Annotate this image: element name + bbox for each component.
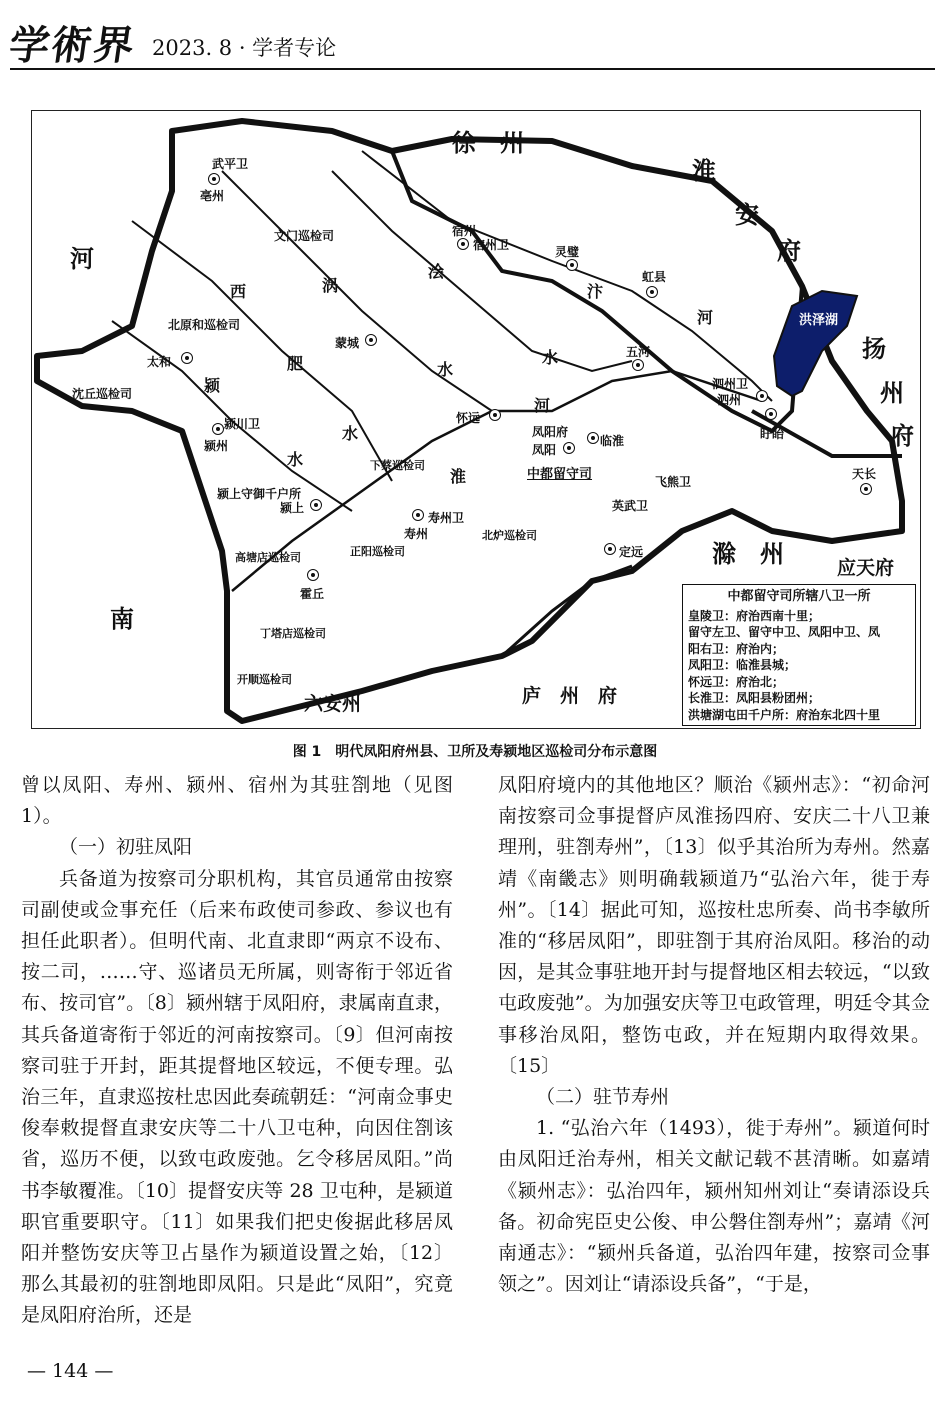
section-heading: （一）初驻凤阳 (59, 836, 193, 859)
place-fengyang: 凤阳 (532, 443, 557, 457)
place-hongxian: 虹县 (642, 270, 667, 284)
place-tianchang: 天长 (852, 467, 877, 481)
city-marker (632, 359, 644, 371)
place-lingbi: 灵璧 (555, 245, 580, 259)
place-huaiyuan: 怀远 (456, 411, 481, 425)
river-label-kuai-1: 浍 (428, 262, 445, 281)
river-label-xifei-2: 肥 (287, 354, 304, 373)
place-sizhouwei: 泗州卫 (712, 377, 749, 391)
place-shouzhouwei: 寿州卫 (428, 511, 465, 525)
journal-logo: 学術界 (6, 23, 139, 69)
river-label-huai-2: 河 (534, 396, 551, 415)
city-marker (208, 173, 220, 185)
place-yingwuwei: 英武卫 (612, 499, 649, 513)
river-kuai (332, 171, 632, 371)
section-heading: （二）驻节寿州 (536, 1086, 670, 1109)
place-mengcheng: 蒙城 (335, 336, 360, 350)
place-beiyuanhe: 北原和巡检司 (168, 318, 241, 332)
page-number: — 144 — (27, 1360, 114, 1382)
city-marker (563, 442, 575, 454)
legend-line: 阳右卫：府治内； (688, 641, 785, 656)
city-marker (646, 286, 658, 298)
legend-line: 怀远卫：府治北； (688, 674, 785, 689)
river-label-ying-1: 颍 (204, 376, 221, 395)
place-linhuai: 临淮 (600, 434, 625, 448)
region-yangzhou-1: 扬 (862, 335, 886, 363)
river-label-bian-1: 汴 (587, 282, 604, 301)
place-suzhou: 宿州 (452, 224, 477, 238)
place-xiacai: 下蔡巡检司 (370, 459, 425, 472)
place-bozhou: 亳州 (200, 189, 225, 203)
left-column (21, 770, 453, 1332)
place-yingshang: 颍上 (280, 501, 305, 515)
journal-header (6, 14, 935, 74)
place-wuhe: 五河 (626, 345, 651, 359)
city-marker (566, 259, 578, 271)
city-marker (765, 408, 777, 420)
region-huaian-3: 府 (777, 237, 801, 265)
legend-line: 留守左卫、留守中卫、凤阳中卫、凤 (688, 625, 881, 639)
header-rule (10, 68, 935, 70)
region-yingtian: 应天府 (837, 557, 895, 579)
place-suzhouwei: 宿州卫 (473, 238, 510, 252)
region-henan-1: 河 (70, 245, 94, 273)
region-chuzhou: 滁 州 (712, 540, 784, 568)
place-yingchuanwei: 颍川卫 (224, 417, 261, 431)
place-feixiongwei: 飞熊卫 (655, 475, 692, 489)
city-marker (181, 352, 193, 364)
legend-line: 皇陵卫：府治西南十里； (688, 608, 821, 623)
city-marker (412, 509, 424, 521)
place-wenmen: 文门巡检司 (274, 229, 335, 243)
place-yingshang-qianhu: 颍上守御千户所 (217, 487, 302, 501)
place-yingzhou: 颍州 (204, 439, 229, 453)
river-label-bian-2: 河 (697, 308, 714, 327)
paragraph: 曾以凤阳、寿州、颍州、宿州为其驻劄地（见图 1）。 (21, 774, 453, 828)
legend-line: 洪塘湖屯田千户所：府治东北四十里 (688, 707, 881, 722)
legend-title: 中都留守司所辖八卫一所 (727, 589, 871, 604)
right-column (498, 770, 930, 1300)
region-luzhou: 庐 州 府 (522, 685, 618, 707)
region-henan-2: 南 (110, 605, 134, 633)
city-marker (457, 238, 469, 250)
map-legend (682, 584, 916, 726)
region-luan: 六安州 (304, 693, 362, 715)
issue-label: 2023. 8 · 学者专论 (152, 36, 337, 60)
paragraph: 凤阳府境内的其他地区？顺治《颍州志》：“初命河南按察司佥事提督庐凤淮扬四府、安庆二十八卫兼理刑，驻劄寿州”，〔13〕似乎其治所为寿州。然嘉靖《南畿志》则明确载颍道乃“弘治六年，徙于寿州”。〔14〕据此可知，巡按杜忠所奏、尚书李敏所准的“移居凤阳”，即驻劄于其府治凤阳。移治的动因，是其佥事驻地开封与提督地区相去较远，“以致屯政废弛”。为加强安庆等卫屯政管理，明廷令其佥事移治凤阳，整饬屯政，并在短期内取得效果。〔15〕 (498, 774, 930, 1077)
place-dingtadian: 丁塔店巡检司 (260, 627, 326, 640)
river-label-xifei-1: 西 (230, 282, 247, 301)
place-taihe: 太和 (147, 355, 172, 369)
map-figure (31, 110, 921, 729)
river-label-ying-2: 水 (287, 450, 304, 469)
inner-boundary-2 (502, 566, 632, 656)
river-label-xifei-3: 水 (342, 424, 359, 443)
figure-caption: 图 1 明代凤阳府州县、卫所及寿颍地区巡检司分布示意图 (292, 744, 658, 760)
city-marker (756, 390, 768, 402)
city-marker (489, 409, 501, 421)
place-shenqiu: 沈丘巡检司 (72, 387, 133, 401)
region-huaian-1: 淮 (692, 157, 716, 185)
city-marker (587, 432, 599, 444)
place-dingyuan: 定远 (619, 545, 644, 559)
city-marker (307, 569, 319, 581)
legend-line: 长淮卫：凤阳县粉团州； (688, 691, 821, 705)
river-label-huai-1: 淮 (450, 467, 467, 486)
hongze-label: 洪泽湖 (799, 313, 839, 328)
region-yangzhou-2: 州 (880, 379, 904, 407)
place-zhongdu: 中都留守司 (527, 467, 593, 482)
city-marker (365, 334, 377, 346)
city-marker (604, 543, 616, 555)
place-kaishun: 开顺巡检司 (237, 673, 292, 686)
place-beilu: 北炉巡检司 (482, 529, 537, 542)
river-label-guo-2: 水 (437, 360, 454, 379)
legend-line: 凤阳卫：临淮县城； (688, 658, 797, 672)
place-shouzhou: 寿州 (404, 527, 429, 541)
city-marker (310, 499, 322, 511)
place-zhengyang: 正阳巡检司 (350, 545, 405, 558)
region-yangzhou-3: 府 (890, 422, 914, 450)
place-huoqiu: 霍丘 (300, 587, 325, 601)
region-huaian-2: 安 (735, 201, 759, 229)
region-xuzhou: 徐 州 (452, 129, 524, 157)
river-label-kuai-2: 水 (542, 348, 559, 367)
place-wupingwei: 武平卫 (212, 157, 249, 171)
place-gaotangdian: 高塘店巡检司 (235, 551, 301, 564)
place-sizhou: 泗州 (717, 393, 742, 407)
city-marker (860, 483, 872, 495)
place-xuyi: 盱眙 (760, 427, 785, 441)
paragraph: 1. “弘治六年（1493），徙于寿州”。颍道何时由凤阳迁治寿州，相关文献记载不甚清晰。如嘉靖《颍州志》：弘治四年，颍州知州刘让“奏请添设兵备。初命宪臣史公俊、申公磐住劄寿州”；嘉靖《河南通志》：“颍州兵备道，弘治四年建，按察司佥事领之”。因刘让“请添设兵备”，“于是， (498, 1117, 930, 1296)
place-fengyangfu: 凤阳府 (532, 425, 569, 439)
city-marker (212, 423, 224, 435)
river-label-guo-1: 涡 (322, 276, 339, 295)
paragraph: 兵备道为按察司分职机构，其官员通常由按察司副使或佥事充任（后来布政使司参政、参议也有担任此职者）。但明代南、北直隶即“两京不设布、按二司，……守、巡诸员无所属，则寄衔于邻近省布、按司官”。〔8〕颍州辖于凤阳府，隶属南直隶，其兵备道寄衔于邻近的河南按察司。〔9〕但河南按察司驻于开封，距其提督地区较远，不便专理。弘治三年，直隶巡按杜忠因此奏疏朝廷：“河南佥事史俊奉敕提督直隶安庆等二十八卫屯种，向因住劄该省，巡历不便，以致屯政废弛。乞令移居凤阳。”尚书李敏覆准。〔10〕提督安庆等 28 卫屯种，是颍道职官重要职守。〔11〕如果我们把史俊据此移居凤阳并整饬安庆等卫占垦作为颍道设置之始，〔12〕那么其最初的驻劄地即凤阳。只是此“凤阳”，究竟是凤阳府治所，还是 (21, 867, 453, 1327)
